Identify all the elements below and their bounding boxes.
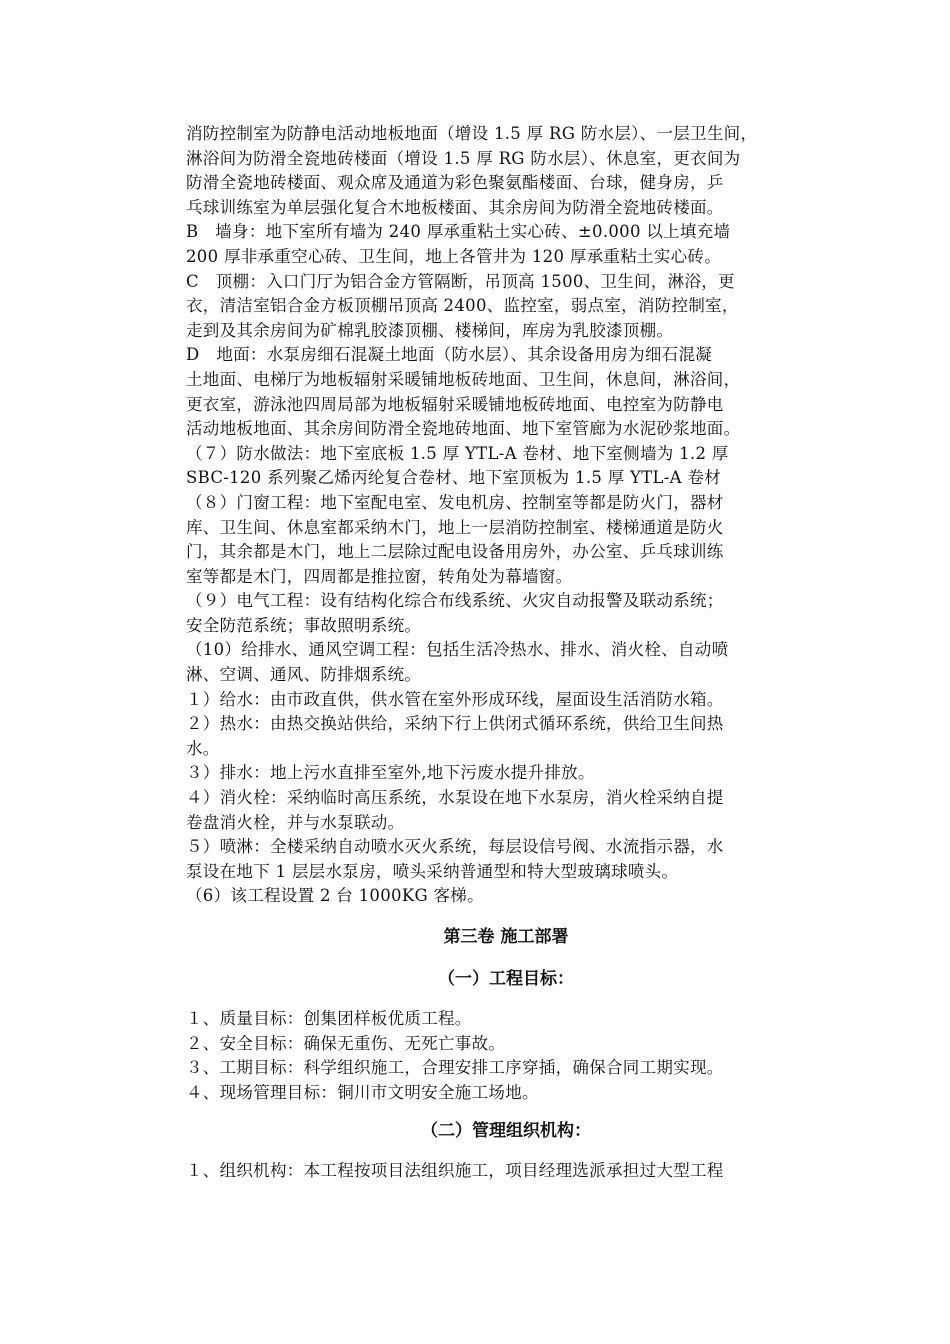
text-line: （９）电气工程：设有结构化综合布线系统、火灾自动报警及联动系统； (186, 591, 724, 611)
text-line: 库、卫生间、休息室都采纳木门，地上一层消防控制室、楼梯通道是防火 (186, 517, 724, 537)
text-line: 淋、空调、通风、防排烟系统。 (186, 665, 422, 685)
organization-text (186, 1159, 826, 1184)
text-line: 防滑全瓷地砖楼面、观众席及通道为彩色聚氨酯楼面、台球，健身房，乒 (186, 173, 724, 193)
text-line: １、组织机构：本工程按项目法组织施工，项目经理选派承担过大型工程 (186, 1161, 724, 1181)
text-line: 活动地板地面、其余房间防滑全瓷地砖地面、地下室管廊为水泥砂浆地面。 (186, 419, 741, 439)
text-line: ４）消火栓：采纳临时高压系统，水泵设在地下水泵房，消火栓采纳自提 (186, 788, 724, 808)
text-line: （10）给排水、通风空调工程：包括生活冷热水、排水、消火栓、自动喷 (186, 640, 729, 660)
list-item: ３、工期目标：科学组织施工，合理安排工序穿插，确保合同工期实现。 (186, 1058, 724, 1078)
text-line: 淋浴间为防滑全瓷地砖楼面（增设 1.5 厚 RG 防水层）、休息室，更衣间为 (186, 148, 741, 168)
text-line: 土地面、电梯厅为地板辐射采暖铺地板砖地面、卫生间，休息间，淋浴间， (186, 369, 741, 389)
list-item: ４、现场管理目标：铜川市文明安全施工场地。 (186, 1082, 539, 1102)
body-text (186, 122, 826, 909)
goals-list (186, 1007, 826, 1105)
text-line: B 墙身：地下室所有墙为 240 厚承重粘土实心砖、±0.000 以上填充墙 (186, 222, 731, 242)
text-line: ２）热水：由热交换站供给，采纳下行上供闭式循环系统，供给卫生间热 (186, 714, 724, 734)
text-line: ３）排水：地上污水直排至室外,地下污废水提升排放。 (186, 763, 595, 783)
text-line: 更衣室，游泳池四周局部为地板辐射采暖铺地板砖地面、电控室为防静电 (186, 394, 724, 414)
text-line: ５）喷淋：全楼采纳自动喷水灭火系统，每层设信号阀、水流指示器，水 (186, 837, 724, 857)
list-item: ２、安全目标：确保无重伤、无死亡事故。 (186, 1033, 506, 1053)
text-line: 卷盘消火栓，并与水泵联动。 (186, 812, 405, 832)
text-line: 水。 (186, 738, 220, 758)
text-line: SBC-120 系列聚乙烯丙纶复合卷材、地下室顶板为 1.5 厚 YTL-A 卷材 (186, 468, 722, 488)
text-line: C 顶棚：入口门厅为铝合金方管隔断，吊顶高 1500、卫生间，淋浴，更 (186, 271, 735, 291)
section-heading-goals: （一）工程目标： (438, 969, 574, 989)
text-line: 乓球训练室为单层强化复合木地板楼面、其余房间为防滑全瓷地砖楼面。 (186, 197, 724, 217)
text-line: 消防控制室为防静电活动地板地面（增设 1.5 厚 RG 防水层）、一层卫生间， (186, 124, 758, 143)
text-line: １）给水：由市政直供，供水管在室外形成环线，屋面设生活消防水箱。 (186, 689, 724, 709)
text-line: 衣，清洁室铝合金方板顶棚吊顶高 2400、监控室，弱点室，消防控制室， (186, 296, 739, 316)
text-line: 安全防范系统；事故照明系统。 (186, 615, 422, 635)
volume-heading: 第三卷 施工部署 (443, 927, 569, 947)
section-heading-organization: （二）管理组织机构： (421, 1121, 591, 1142)
text-line: 200 厚非承重空心砖、卫生间，地上各管井为 120 厚承重粘土实心砖。 (186, 246, 722, 266)
text-line: 走到及其余房间为矿棉乳胶漆顶棚、楼梯间，库房为乳胶漆顶棚。 (186, 320, 674, 340)
text-line: （6）该工程设置 2 台 1000KG 客梯。 (186, 886, 484, 906)
document-page (186, 122, 826, 1184)
text-line: （８）门窗工程：地下室配电室、发电机房、控制室等都是防火门，器材 (186, 492, 724, 512)
text-line: 室等都是木门，四周都是推拉窗，转角处为幕墙窗。 (186, 566, 573, 586)
text-line: D 地面：水泵房细石混凝土地面（防水层）、其余设备用房为细石混凝 (186, 345, 713, 365)
list-item: １、质量目标：创集团样板优质工程。 (186, 1009, 472, 1028)
text-line: 门，其余都是木门，地上二层除过配电设备用房外，办公室、乒乓球训练 (186, 542, 724, 562)
text-line: 泵设在地下 1 层层水泵房，喷头采纳普通型和特大型玻璃球喷头。 (186, 861, 679, 881)
text-line: （７）防水做法：地下室底板 1.5 厚 YTL-A 卷材、地下室侧墙为 1.2 厚 (186, 443, 729, 463)
